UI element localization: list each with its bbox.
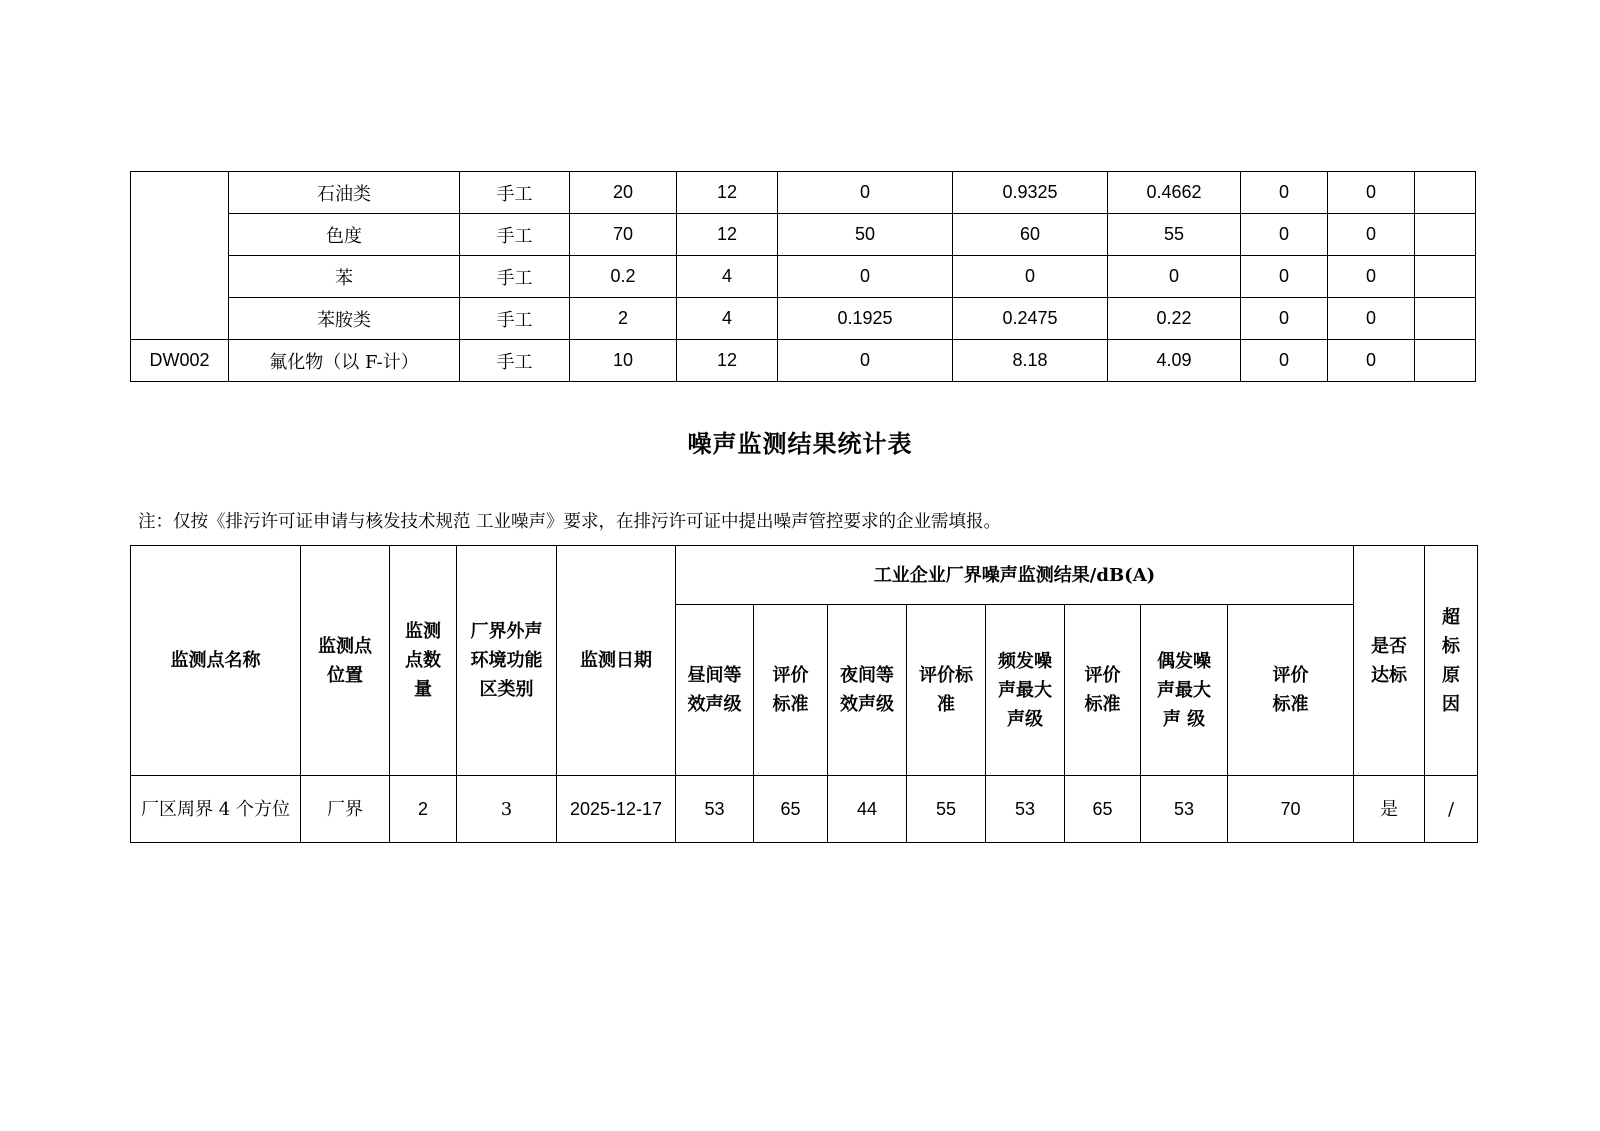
header-line: 偶发噪	[1157, 650, 1211, 672]
note-cell	[1415, 298, 1476, 340]
count-cell: 4	[677, 298, 778, 340]
header-zone-class	[457, 546, 557, 776]
header-line: 夜间等	[840, 665, 894, 686]
header-line: 点数	[405, 650, 441, 671]
header-line: 是否	[1371, 635, 1407, 657]
header-line: 准	[937, 694, 955, 715]
min-cell: 0	[778, 256, 953, 298]
pollutant-cell: 苯胺类	[229, 298, 460, 340]
pollutant-cell: 石油类	[229, 172, 460, 214]
note-cell	[1415, 256, 1476, 298]
day-leq-cell: 53	[676, 776, 754, 843]
header-line: 声级	[1007, 708, 1043, 730]
header-line: 监测点	[318, 635, 372, 657]
header-point-count	[390, 546, 457, 776]
note-cell	[1415, 340, 1476, 382]
header-line: 效声级	[840, 694, 894, 715]
limit-cell: 10	[570, 340, 677, 382]
header-line: 频发噪	[998, 650, 1052, 672]
table-row	[131, 776, 1478, 843]
noise-table-title: 噪声监测结果统计表	[687, 429, 913, 458]
header-line: 因	[1442, 693, 1460, 715]
header-occ-std	[1228, 605, 1354, 776]
exceed-rate-cell: 0	[1328, 298, 1415, 340]
noise-monitoring-table	[130, 545, 1478, 843]
header-day-leq	[676, 605, 754, 776]
max-cell: 8.18	[953, 340, 1108, 382]
header-line: 昼间等	[687, 665, 742, 686]
header-row	[131, 546, 1478, 605]
avg-cell: 4.09	[1108, 340, 1241, 382]
exceed-count-cell: 0	[1241, 340, 1328, 382]
noise-table-note: 注：仅按《排污许可证申请与核发技术规范 工业噪声》要求，在排污许可证中提出噪声管控要求的企业需填报。	[138, 512, 1002, 532]
header-line: 标	[1442, 635, 1460, 657]
effluent-monitoring-table	[130, 171, 1476, 382]
pollutant-cell: 苯	[229, 256, 460, 298]
header-freq-std	[1065, 605, 1141, 776]
method-cell: 手工	[460, 172, 570, 214]
freq-max-cell: 53	[986, 776, 1065, 843]
night-std-cell: 55	[907, 776, 986, 843]
pollutant-cell: 色度	[229, 214, 460, 256]
header-line: 超	[1442, 606, 1460, 628]
header-line: 位置	[327, 664, 363, 686]
header-line: 标准	[1272, 694, 1309, 715]
occ-max-cell: 53	[1141, 776, 1228, 843]
max-cell: 60	[953, 214, 1108, 256]
header-night-std	[907, 605, 986, 776]
header-line: 效声级	[687, 694, 742, 715]
exceed-count-cell: 0	[1241, 172, 1328, 214]
table-row	[131, 172, 1476, 214]
header-night-leq	[828, 605, 907, 776]
header-line: 评价	[1084, 665, 1121, 686]
header-line: 厂界外声	[470, 621, 543, 642]
exceed-rate-cell: 0	[1328, 256, 1415, 298]
header-point-location	[301, 546, 390, 776]
header-reason	[1425, 546, 1478, 776]
max-cell: 0.2475	[953, 298, 1108, 340]
min-cell: 50	[778, 214, 953, 256]
header-occ-max	[1141, 605, 1228, 776]
outlet-cell	[131, 172, 229, 340]
header-line: 声 级	[1162, 708, 1206, 730]
max-cell: 0.9325	[953, 172, 1108, 214]
point-count-cell: 2	[390, 776, 457, 843]
header-line: 区类别	[479, 679, 534, 700]
header-line: 声最大	[1157, 679, 1211, 701]
reason-cell: /	[1425, 776, 1478, 843]
table-row	[131, 214, 1476, 256]
header-day-std	[754, 605, 828, 776]
exceed-count-cell: 0	[1241, 256, 1328, 298]
limit-cell: 70	[570, 214, 677, 256]
occ-std-cell: 70	[1228, 776, 1354, 843]
header-line: 评价	[772, 665, 809, 686]
header-results-group: 工业企业厂界噪声监测结果/dB(A)	[676, 546, 1354, 605]
header-line: 声最大	[998, 679, 1052, 701]
day-std-cell: 65	[754, 776, 828, 843]
limit-cell: 2	[570, 298, 677, 340]
point-location-cell: 厂界	[301, 776, 390, 843]
note-cell	[1415, 214, 1476, 256]
method-cell: 手工	[460, 298, 570, 340]
exceed-rate-cell: 0	[1328, 214, 1415, 256]
header-line: 评价标	[919, 665, 973, 686]
limit-cell: 20	[570, 172, 677, 214]
compliant-cell: 是	[1354, 776, 1425, 843]
count-cell: 12	[677, 340, 778, 382]
limit-cell: 0.2	[570, 256, 677, 298]
header-freq-max	[986, 605, 1065, 776]
table-row	[131, 340, 1476, 382]
date-cell: 2025-12-17	[557, 776, 676, 843]
header-compliant	[1354, 546, 1425, 776]
outlet-cell: DW002	[131, 340, 229, 382]
method-cell: 手工	[460, 214, 570, 256]
exceed-rate-cell: 0	[1328, 340, 1415, 382]
night-leq-cell: 44	[828, 776, 907, 843]
exceed-rate-cell: 0	[1328, 172, 1415, 214]
freq-std-cell: 65	[1065, 776, 1141, 843]
count-cell: 4	[677, 256, 778, 298]
header-line: 标准	[1084, 694, 1121, 715]
method-cell: 手工	[460, 340, 570, 382]
header-line: 原	[1442, 664, 1460, 686]
max-cell: 0	[953, 256, 1108, 298]
avg-cell: 0	[1108, 256, 1241, 298]
table-row	[131, 256, 1476, 298]
header-line: 评价	[1272, 665, 1309, 686]
avg-cell: 55	[1108, 214, 1241, 256]
header-point-name: 监测点名称	[131, 546, 301, 776]
min-cell: 0.1925	[778, 298, 953, 340]
avg-cell: 0.4662	[1108, 172, 1241, 214]
avg-cell: 0.22	[1108, 298, 1241, 340]
point-name-cell: 厂区周界 4 个方位	[131, 776, 301, 843]
header-line: 环境功能	[470, 650, 543, 671]
min-cell: 0	[778, 340, 953, 382]
exceed-count-cell: 0	[1241, 298, 1328, 340]
count-cell: 12	[677, 214, 778, 256]
header-line: 监测	[405, 621, 441, 642]
min-cell: 0	[778, 172, 953, 214]
exceed-count-cell: 0	[1241, 214, 1328, 256]
table-row	[131, 298, 1476, 340]
header-line: 达标	[1371, 664, 1407, 686]
count-cell: 12	[677, 172, 778, 214]
header-date: 监测日期	[557, 546, 676, 776]
zone-class-cell: 3	[457, 776, 557, 843]
header-line: 量	[414, 679, 432, 700]
header-line: 标准	[772, 694, 809, 715]
pollutant-cell: 氟化物（以 F-计）	[229, 340, 460, 382]
method-cell: 手工	[460, 256, 570, 298]
note-cell	[1415, 172, 1476, 214]
